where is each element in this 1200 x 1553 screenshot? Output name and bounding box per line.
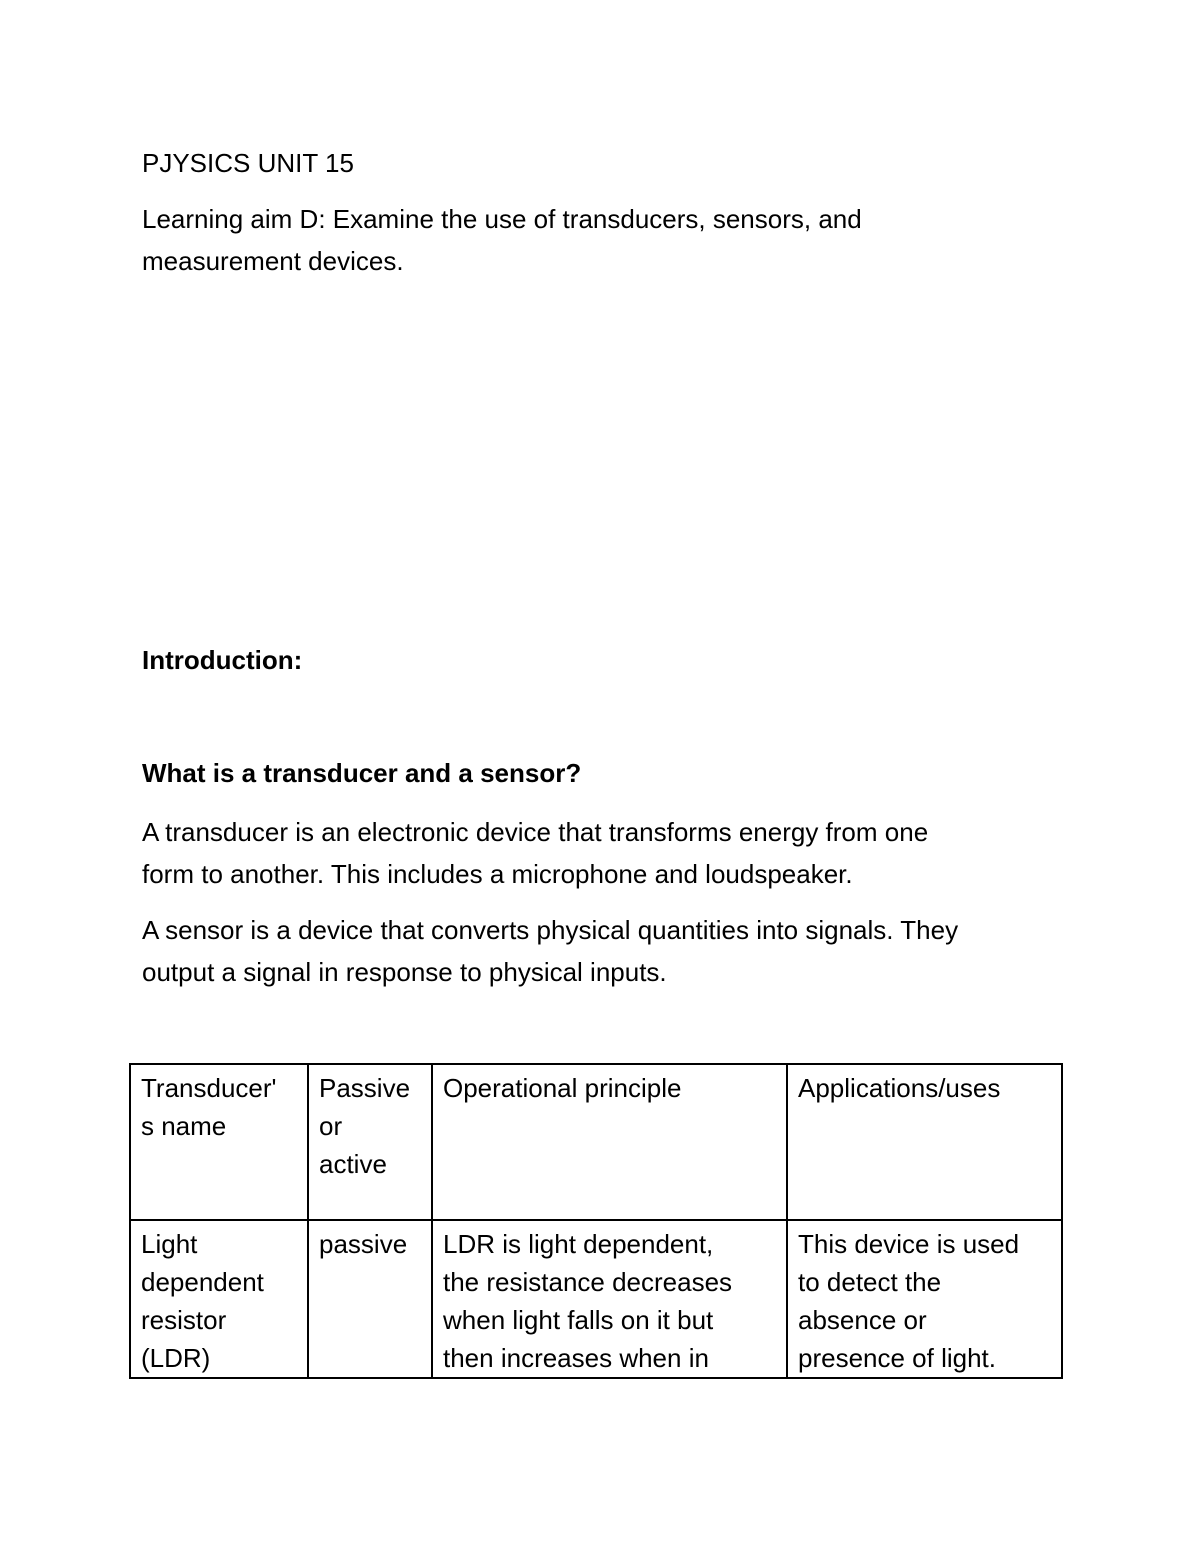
cell-principle — [432, 1220, 787, 1378]
cell-line: absence or — [798, 1305, 927, 1335]
paragraph-line: A sensor is a device that converts physical quantities into signals. They — [142, 915, 959, 945]
cell-line: then increases when in — [443, 1343, 709, 1373]
paragraph-line: output a signal in response to physical inputs. — [142, 957, 667, 987]
cell-line: resistor — [141, 1305, 227, 1335]
learning-aim-line: Learning aim D: Examine the use of transducers, sensors, and — [142, 204, 862, 234]
cell-line: when light falls on it but — [443, 1305, 714, 1335]
header-cell-applications — [787, 1064, 1062, 1220]
table-header-row — [130, 1064, 1062, 1220]
cell-line: Passive — [319, 1073, 411, 1103]
cell-line: to detect the — [798, 1267, 942, 1297]
transducer-definition-paragraph — [142, 811, 928, 895]
question-heading — [142, 752, 581, 794]
cell-line: the resistance decreases — [443, 1267, 733, 1297]
cell-line: presence of light. — [798, 1343, 997, 1373]
header-cell-principle — [432, 1064, 787, 1220]
cell-line: Transducer' — [141, 1073, 277, 1103]
cell-line: LDR is light dependent, — [443, 1229, 714, 1259]
paragraph-line: form to another. This includes a microphone and loudspeaker. — [142, 859, 853, 889]
cell-line: dependent — [141, 1267, 264, 1297]
cell-line: Light — [141, 1229, 198, 1259]
question-heading-text: What is a transducer and a sensor? — [142, 758, 582, 788]
document-title — [142, 142, 354, 184]
introduction-heading — [142, 639, 302, 681]
document-title-text: PJYSICS UNIT 15 — [142, 148, 354, 178]
cell-line: active — [319, 1149, 387, 1179]
cell-line: Operational principle — [443, 1073, 682, 1103]
table-row — [130, 1220, 1062, 1378]
cell-line: (LDR) — [141, 1343, 211, 1373]
cell-line: This device is used — [798, 1229, 1020, 1259]
cell-name — [130, 1220, 308, 1378]
introduction-heading-text: Introduction: — [142, 645, 303, 675]
transducer-table — [129, 1063, 1063, 1379]
cell-line: or — [319, 1111, 343, 1141]
cell-line: s name — [141, 1111, 227, 1141]
cell-line: passive — [319, 1229, 408, 1259]
learning-aim-line: measurement devices. — [142, 246, 404, 276]
cell-applications — [787, 1220, 1062, 1378]
learning-aim-paragraph — [142, 198, 862, 282]
header-cell-name — [130, 1064, 308, 1220]
header-cell-type — [308, 1064, 432, 1220]
cell-line: Applications/uses — [798, 1073, 1001, 1103]
paragraph-line: A transducer is an electronic device that transforms energy from one — [142, 817, 929, 847]
cell-type — [308, 1220, 432, 1378]
sensor-definition-paragraph — [142, 909, 958, 993]
